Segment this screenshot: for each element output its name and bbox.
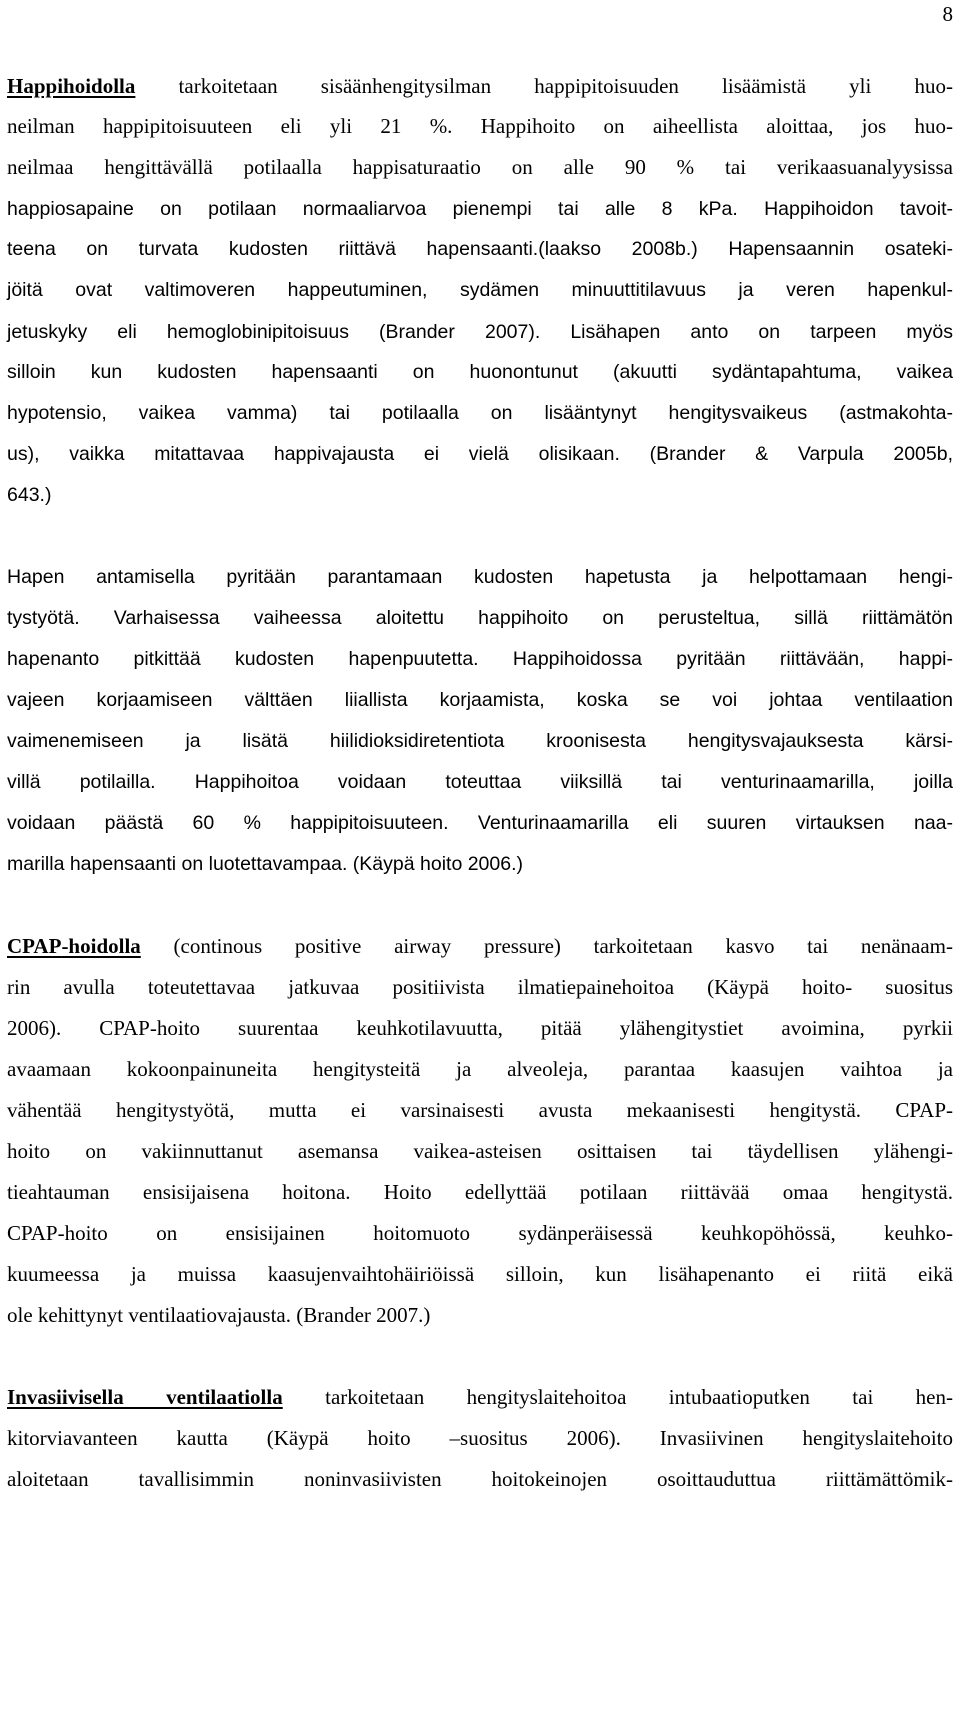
text-line: neilmaa hengittävällä potilaalla happisaturaatio on alle 90 % tai verikaasuanalyysissa [7, 155, 953, 179]
text-line: ole kehittynyt ventilaatiovajausta. (Brander 2007.) [7, 1303, 431, 1327]
text-line: 2006). CPAP-hoito suurentaa keuhkotilavuutta, pitää ylähengitystiet avoimina, pyrkii [7, 1016, 953, 1040]
text-line: teena on turvata kudosten riittävä hapensaanti.(laakso 2008b.) Hapensaannin osateki- [7, 238, 953, 260]
text-line: vaimenemiseen ja lisätä hiilidioksidiretentiota kroonisesta hengitysvajauksesta kärsi- [7, 730, 953, 752]
text-line: happiosapaine on potilaan normaaliarvoa pienempi tai alle 8 kPa. Happihoidon tavoit- [7, 198, 953, 220]
text-line: jetuskyky eli hemoglobinipitoisuus (Brander 2007). Lisähapen anto on tarpeen myös [7, 321, 953, 343]
text-line: tystyötä. Varhaisessa vaiheessa aloitettu happihoito on perusteltua, sillä riittämätön [7, 607, 953, 629]
text-line: 643.) [7, 484, 52, 506]
text-line: voidaan päästä 60 % happipitoisuuteen. Venturinaamarilla eli suuren virtauksen naa- [7, 812, 953, 834]
text-line: villä potilailla. Happihoitoa voidaan toteuttaa viiksillä tai venturinaamarilla, joilla [7, 771, 953, 793]
page-number: 8 [942, 2, 953, 26]
text-line: neilman happipitoisuuteen eli yli 21 %. Happihoito on aiheellista aloittaa, jos huo- [7, 114, 953, 138]
text-line: Invasiivisella ventilaatiolla tarkoitetaan hengityslaitehoitoa intubaatioputken tai hen- [7, 1385, 953, 1409]
term-invasiivisella-ventilaatiolla: Invasiivisella ventilaatiolla [7, 1385, 283, 1409]
text-line: avaamaan kokoonpainuneita hengitysteitä ja alveoleja, parantaa kaasujen vaihtoa ja [7, 1057, 953, 1081]
text-line: silloin kun kudosten hapensaanti on huonontunut (akuutti sydäntapahtuma, vaikea [7, 361, 953, 383]
text-line: rin avulla toteutettavaa jatkuvaa positiivista ilmatiepainehoitoa (Käypä hoito- suositus [7, 975, 953, 999]
text-line: us), vaikka mitattavaa happivajausta ei vielä olisikaan. (Brander & Varpula 2005b, [7, 443, 953, 465]
text-line: hoito on vakiinnuttanut asemansa vaikea-asteisen osittaisen tai täydellisen ylähengi- [7, 1139, 953, 1163]
text-line: CPAP-hoidolla (continous positive airway pressure) tarkoitetaan kasvo tai nenänaam- [7, 934, 953, 958]
text-line: aloitetaan tavallisimmin noninvasiivisten hoitokeinojen osoittauduttua riittämättömik- [7, 1467, 953, 1491]
text-line: CPAP-hoito on ensisijainen hoitomuoto sydänperäisessä keuhkopöhössä, keuhko- [7, 1221, 953, 1245]
text-line: jöitä ovat valtimoveren happeutuminen, sydämen minuuttitilavuus ja veren hapenkul- [7, 279, 953, 301]
text-line: tieahtauman ensisijaisena hoitona. Hoito edellyttää potilaan riittävää omaa hengitystä. [7, 1180, 953, 1204]
text-line: hypotensio, vaikea vamma) tai potilaalla on lisääntynyt hengitysvaikeus (astmakohta- [7, 402, 953, 424]
text-line: Hapen antamisella pyritään parantamaan kudosten hapetusta ja helpottamaan hengi- [7, 566, 953, 588]
term-cpap-hoidolla: CPAP-hoidolla [7, 934, 141, 958]
text-line: Happihoidolla tarkoitetaan sisäänhengitysilman happipitoisuuden lisäämistä yli huo- [7, 74, 953, 98]
text-line: kitorviavanteen kautta (Käypä hoito –suositus 2006). Invasiivinen hengityslaitehoito [7, 1426, 953, 1450]
text-line: hapenanto pitkittää kudosten hapenpuutetta. Happihoidossa pyritään riittävään, happi- [7, 648, 953, 670]
text-line: kuumeessa ja muissa kaasujenvaihtohäiriöissä silloin, kun lisähapenanto ei riitä eikä [7, 1262, 953, 1286]
text-line: vajeen korjaamiseen välttäen liiallista korjaamista, koska se voi johtaa ventilaation [7, 689, 953, 711]
text-line: marilla hapensaanti on luotettavampaa. (Käypä hoito 2006.) [7, 853, 523, 875]
text-line: vähentää hengitystyötä, mutta ei varsinaisesti avusta mekaanisesti hengitystä. CPAP- [7, 1098, 953, 1122]
term-happihoidolla: Happihoidolla [7, 74, 136, 98]
